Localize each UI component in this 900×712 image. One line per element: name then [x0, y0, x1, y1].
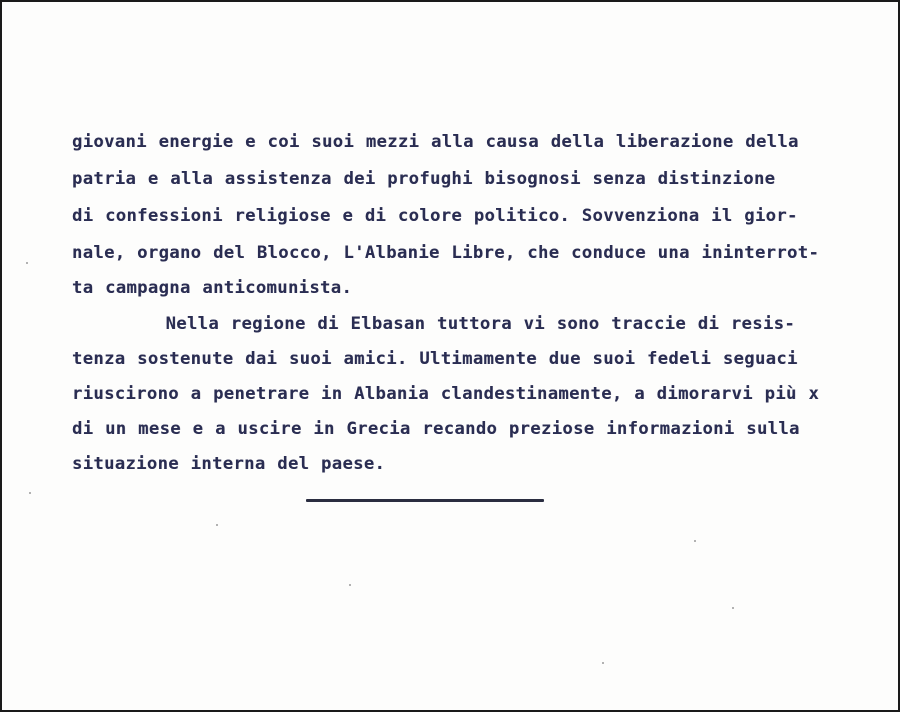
text-line: di un mese e a uscire in Grecia recando preziose informazioni sulla: [72, 419, 800, 439]
closing-rule: [306, 499, 544, 502]
text-line: nale, organo del Blocco, L'Albanie Libre, che conduce una ininterrot-: [72, 243, 820, 263]
text-line: Nella regione di Elbasan tuttora vi sono traccie di resis-: [72, 314, 796, 334]
text-line: ta campagna anticomunista.: [72, 278, 353, 298]
text-line: situazione interna del paese.: [72, 454, 386, 474]
text-line: di confessioni religiose e di colore politico. Sovvenziona il gior-: [72, 206, 798, 226]
paper-speck: [26, 262, 28, 264]
text-line: riuscirono a penetrare in Albania clandestinamente, a dimorarvi più x: [72, 384, 820, 404]
paper-speck: [694, 540, 696, 542]
text-line: tenza sostenute dai suoi amici. Ultimamente due suoi fedeli seguaci: [72, 349, 798, 369]
paper-speck: [216, 524, 218, 526]
paper-speck: [349, 584, 351, 586]
paper-speck: [732, 607, 734, 609]
typewritten-page: [4, 4, 896, 708]
text-line: patria e alla assistenza dei profughi bisognosi senza distinzione: [72, 169, 776, 189]
paper-speck: [29, 492, 31, 494]
paper-speck: [602, 662, 604, 664]
text-line: giovani energie e coi suoi mezzi alla causa della liberazione della: [72, 132, 799, 152]
